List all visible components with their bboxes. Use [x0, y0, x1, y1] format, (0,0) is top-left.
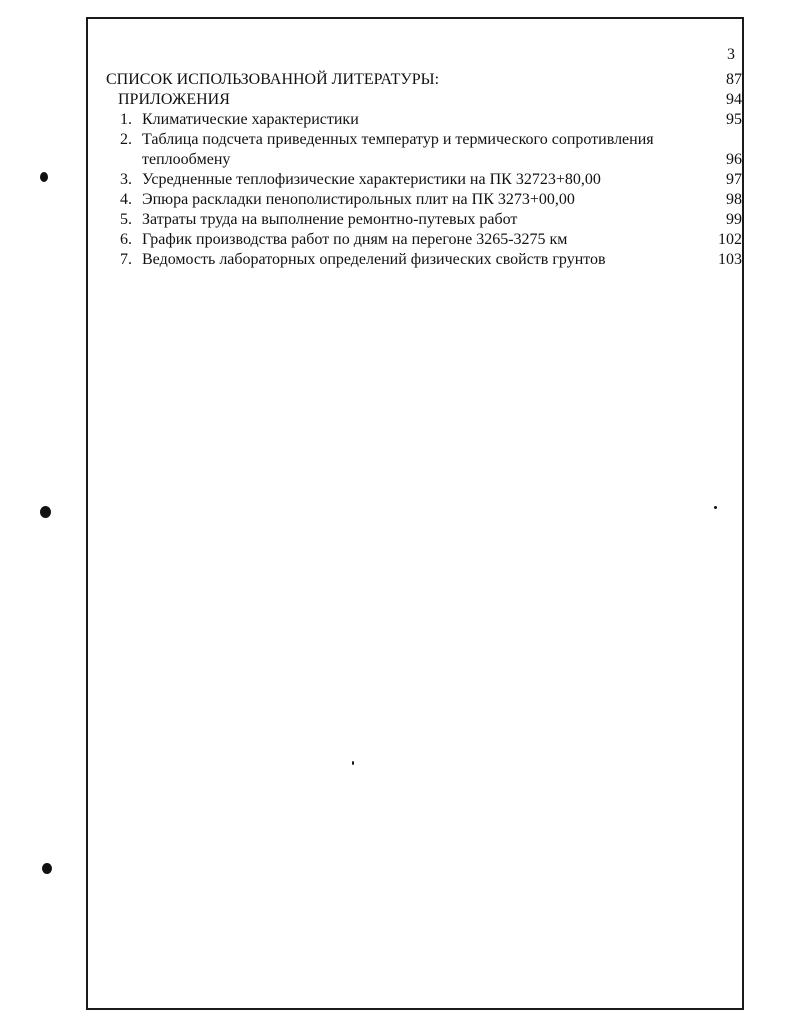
page-number: 3: [727, 46, 735, 63]
appendix-item: [106, 210, 742, 230]
appendix-title: Таблица подсчета приведенных температур и термического сопротивления теплообмену: [142, 131, 654, 168]
appendix-number: 2.: [120, 131, 132, 148]
punch-hole-mark: [40, 506, 51, 518]
appendix-page: 103: [718, 251, 742, 268]
punch-hole-mark: [42, 863, 52, 874]
scan-speck: [714, 506, 717, 509]
appendix-item: [106, 170, 742, 190]
scan-speck: [352, 761, 354, 765]
appendix-page: 102: [718, 231, 742, 248]
appendix-title: Затраты труда на выполнение ремонтно-путевых работ: [142, 211, 518, 228]
appendix-page: 95: [726, 111, 742, 128]
appendix-title: Климатические характеристики: [142, 111, 359, 128]
appendix-number: 1.: [120, 111, 132, 128]
appendix-item: [106, 190, 742, 210]
toc-entry-title: ПРИЛОЖЕНИЯ: [118, 91, 230, 108]
appendix-number: 6.: [120, 231, 132, 248]
appendix-page: 98: [726, 191, 742, 208]
appendix-page: 97: [726, 171, 742, 188]
appendix-title: Усредненные теплофизические характеристики на ПК 32723+80,00: [142, 171, 601, 188]
toc-entry-appendices: [106, 90, 742, 110]
appendix-item: [106, 250, 742, 270]
appendix-title: Ведомость лабораторных определений физических свойств грунтов: [142, 251, 606, 268]
appendix-page: 99: [726, 211, 742, 228]
appendix-number: 3.: [120, 171, 132, 188]
appendix-page: 96: [726, 151, 742, 168]
appendix-item: [106, 130, 742, 170]
toc-entry-references: [106, 70, 742, 90]
appendix-number: 4.: [120, 191, 132, 208]
appendix-item: [106, 110, 742, 130]
appendix-item: [106, 230, 742, 250]
toc-entry-page: 94: [726, 91, 742, 108]
appendix-number: 5.: [120, 211, 132, 228]
toc-entry-page: 87: [726, 71, 742, 88]
appendix-title: Эпюра раскладки пенополистирольных плит на ПК 3273+00,00: [142, 191, 575, 208]
toc-entry-title: СПИСОК ИСПОЛЬЗОВАННОЙ ЛИТЕРАТУРЫ:: [106, 71, 440, 88]
appendix-number: 7.: [120, 251, 132, 268]
table-of-contents: [106, 70, 742, 270]
punch-hole-mark: [40, 172, 48, 182]
appendix-title: График производства работ по дням на перегоне 3265-3275 км: [142, 231, 568, 248]
